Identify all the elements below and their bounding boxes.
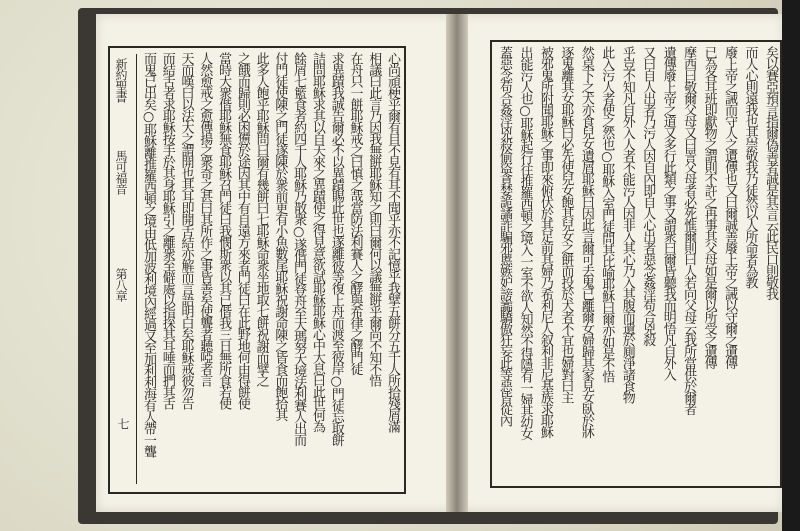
- text-column: 人然愈戒之愈傳揚之衆奇之甚曰其所作之事皆善矣使聾者聽啞者言: [197, 52, 213, 386]
- text-column: 遺傳廢上帝之道又多行此類之事又謂衆曰爾皆聽我而明悟凡自外入: [660, 46, 676, 380]
- text-column: 被邪鬼所附聞耶穌之事即來俯伏於其足前其婦乃希利尼人叙利非尼基族求耶穌: [537, 46, 553, 437]
- text-column: 之餓而歸則必困憊於途因其中有自遠方來者門徒曰在此野地何由得餅使: [234, 52, 250, 409]
- text-column: 廢上帝之誡而守人之遺傳也又曰爾誠善廢上帝之誡以守爾之遺傳: [722, 46, 738, 368]
- book-gutter: [446, 14, 468, 512]
- text-column: 逐鬼離其女耶穌曰必先使兒女飽其兒女之餅而投於犬者不宜也婦對曰主: [558, 46, 574, 403]
- text-column: 摩西曰敬爾父母又曰詈父母者必死惟爾則曰人若向父母云我所當供於爾者: [681, 46, 697, 414]
- text-column: 而鬼已出矣○耶穌離推羅西頓之境由低加波利境內經過又至加利利海有人帶一聾: [141, 52, 156, 457]
- text-column: 蓋惡念苟合姦淫兇殺偷盜貪婪詭譎詐騙邪慝嫉妒謗讟驕傲狂妄此等惡皆從內: [497, 46, 512, 426]
- text-column: 詰問耶穌求其以自天來之異蹟使之得見意欲試耶穌耶穌心中大息曰此世何為: [309, 52, 325, 432]
- text-column: 心尚頑梗乎爾有目不見有耳不聞乎亦不記憶乎我擘五餅分五千人所拾殘屑滿: [385, 52, 400, 432]
- text-column: 而人心則遠我也其崇敬我乃徒然以人所命者為教: [742, 46, 758, 288]
- text-column: 然桌下之犬亦食兒女遺屑耶穌曰因此言爾可去鬼已離爾女婦歸其家見女臥於牀: [578, 46, 594, 437]
- text-column: 在舟只一餅耶穌戒之曰慎之哉當防法利賽人之酵與希律之酵門徒: [347, 52, 363, 374]
- text-column: 此入污人者使之然也○耶穌入室門徒問其比喻耶穌曰爾亦如是不悟: [599, 46, 615, 382]
- text-column: 此多人飽乎耶穌問曰爾有幾餅曰七耶穌命衆坐地取七餅祝謝而擘之: [253, 52, 269, 386]
- text-column: 天而嘆曰以法大之謂開也其耳即開舌結亦解而言語明白矣耶穌戒彼勿告: [178, 52, 194, 409]
- header-chapter: 第八章: [114, 268, 128, 301]
- edge-strip: [782, 0, 800, 531]
- text-column: 出能污人也○耶穌起行往推羅西頓之境入一室不欲人知然不得隱有一婦其幼女: [517, 46, 533, 439]
- right-text-frame: [490, 40, 782, 488]
- text-column: 而結舌者求耶穌按手於其身耶穌引之離衆至僻處以指探其耳唾而捫其舌: [159, 52, 175, 409]
- text-column: 餘屑七籃食者約四千人耶穌乃散衆○遂偕門徒登舟至大瑪努大境法利賽人出而: [291, 52, 307, 445]
- header-book-title: 新約聖書: [114, 58, 128, 102]
- header-page-number: 七: [116, 418, 130, 429]
- text-column: 已為各耳班即獻物之謂則不許之再事其父母如是爾以所受之遺傳: [701, 46, 717, 368]
- text-column: 當時大衆偕耶穌無食耶穌召門徒曰我憫斯衆以其已偕我三日無所食若使: [216, 52, 232, 409]
- text-column: 付門徒使陳之門徒遂陳於衆前更有小魚數尾耶穌祝謝命陳之皆食而飽拾其: [272, 52, 288, 420]
- text-column: 又曰自人出者乃污人因自內即自人心出者惡念姦淫苟合兇殺: [640, 46, 656, 345]
- text-column: 矣以賽亞預言指爾偽善者誠是其言云此民口則敬我: [763, 46, 778, 299]
- header-gospel-name: 馬可福音: [114, 150, 128, 194]
- text-column: 求異蹟我誠告爾必不以異蹟賜此世也遂離彼等復上舟而渡至彼岸○門徒忘取餅: [328, 52, 344, 445]
- text-column: 乎豈不知凡自外入人者不能污人因非入其心乃入其腹而遺於廁淨諸食物: [619, 46, 635, 403]
- text-column: 相議曰此言乃因我無餅耶穌知之則曰爾何以議無餅乎爾尚不知不悟: [366, 52, 382, 386]
